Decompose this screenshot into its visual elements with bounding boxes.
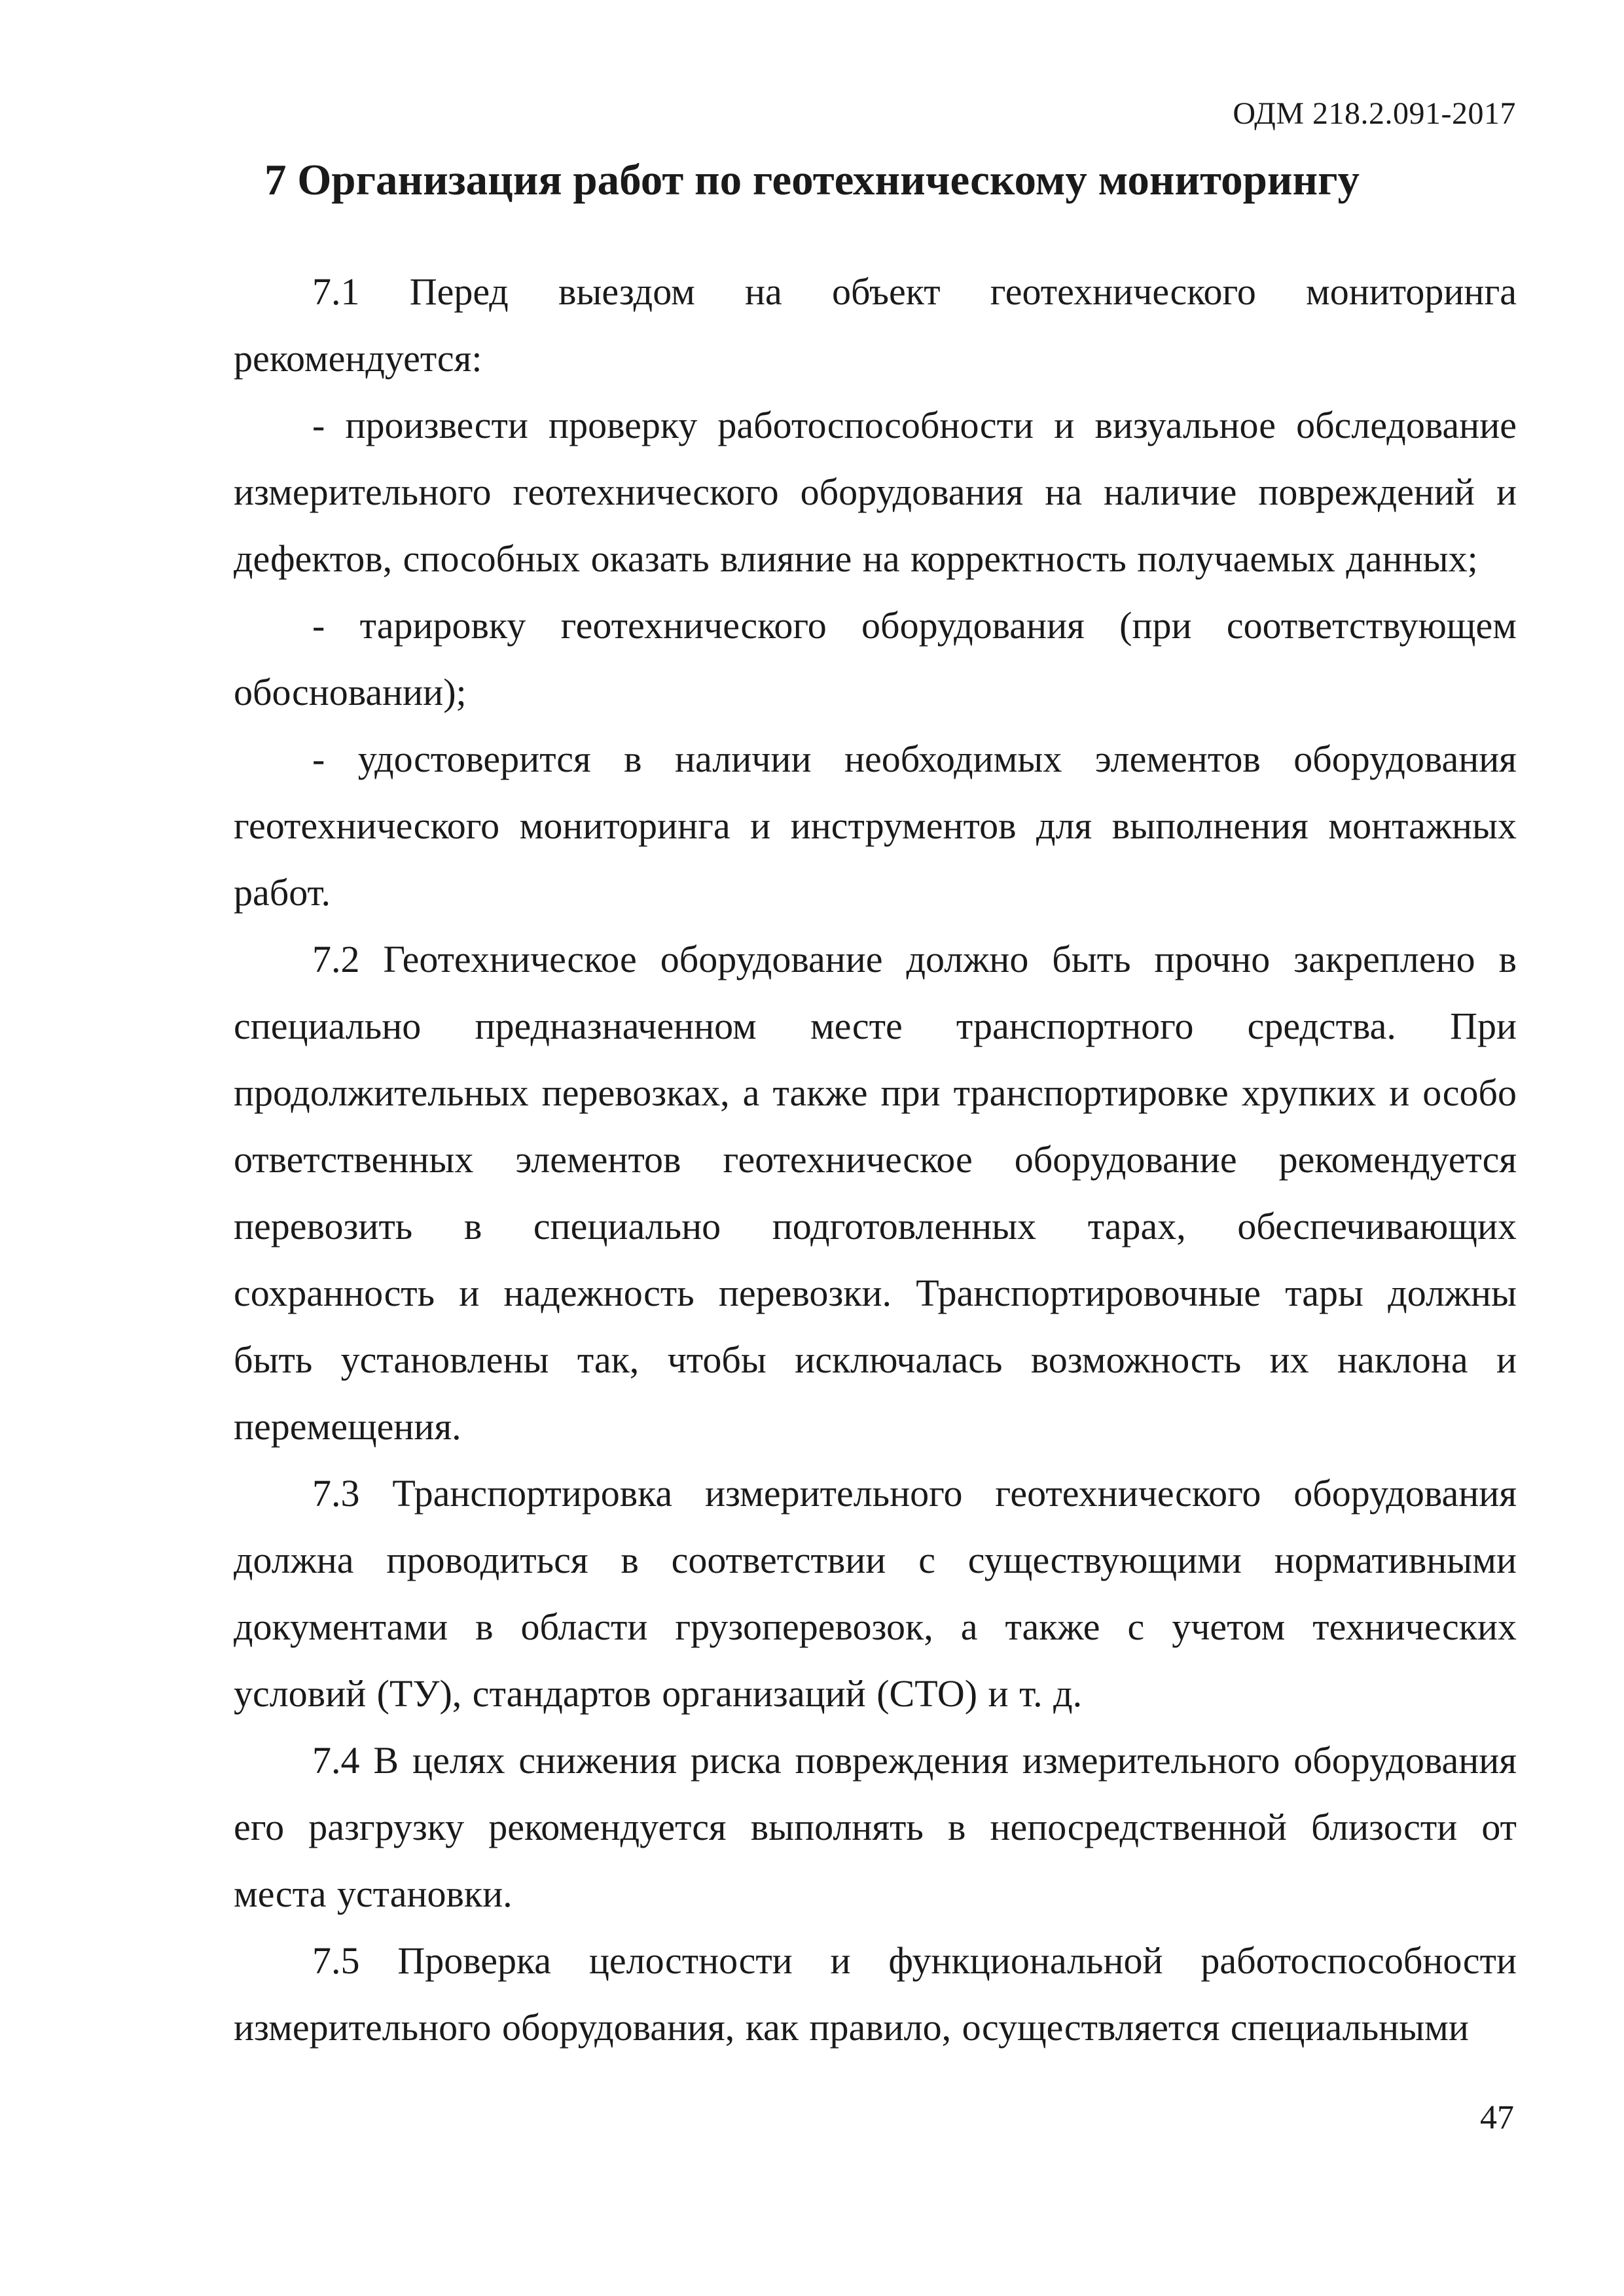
list-item-equipment-check: - произвести проверку работоспособности и визуальное обследование измерительного геотехнического оборудования на наличие повреждений и дефектов, способных оказать влияние на корректность получаемых данных; xyxy=(234,404,1517,580)
paragraph-7-1: 7.1 Перед выездом на объект геотехнического мониторинга рекомендуется: xyxy=(234,270,1517,380)
section-title: 7 Организация работ по геотехническому мониторингу xyxy=(264,156,1360,204)
paragraph-7-4: 7.4 В целях снижения риска повреждения измерительного оборудования его разгрузку рекомендуется выполнять в непосредственной близости от места установки. xyxy=(234,1739,1517,1915)
page-number: 47 xyxy=(1480,2099,1514,2136)
list-item-verify-elements: - удостоверится в наличии необходимых элементов оборудования геотехнического мониторинга и инструментов для выполнения монтажных работ. xyxy=(234,738,1517,914)
paragraph-7-5: 7.5 Проверка целостности и функциональной работоспособности измерительного оборудования, как правило, осуществляется специальными xyxy=(234,1939,1517,2049)
list-item-calibration: - тарировку геотехнического оборудования (при соответствующем обосновании); xyxy=(234,604,1517,713)
paragraph-7-3: 7.3 Транспортировка измерительного геотехнического оборудования должна проводиться в соответствии с существующими нормативными документами в области грузоперевозок, а также с учетом технических условий (ТУ), стандартов организаций (СТО) и т. д. xyxy=(234,1472,1517,1715)
paragraph-7-2: 7.2 Геотехническое оборудование должно быть прочно закреплено в специально предназначенном месте транспортного средства. При продолжительных перевозках, а также при транспортировке хрупких и особо ответственных элементов геотехническое оборудование рекомендуется перевозить в специально подготовленных тарах, обеспечивающих сохранность и надежность перевозки. Транспортировочные тары должны быть установлены так, чтобы исключалась возможность их наклона и перемещения. xyxy=(234,938,1517,1448)
document-body xyxy=(234,259,1517,2061)
document-code: ОДМ 218.2.091-2017 xyxy=(1233,96,1516,131)
